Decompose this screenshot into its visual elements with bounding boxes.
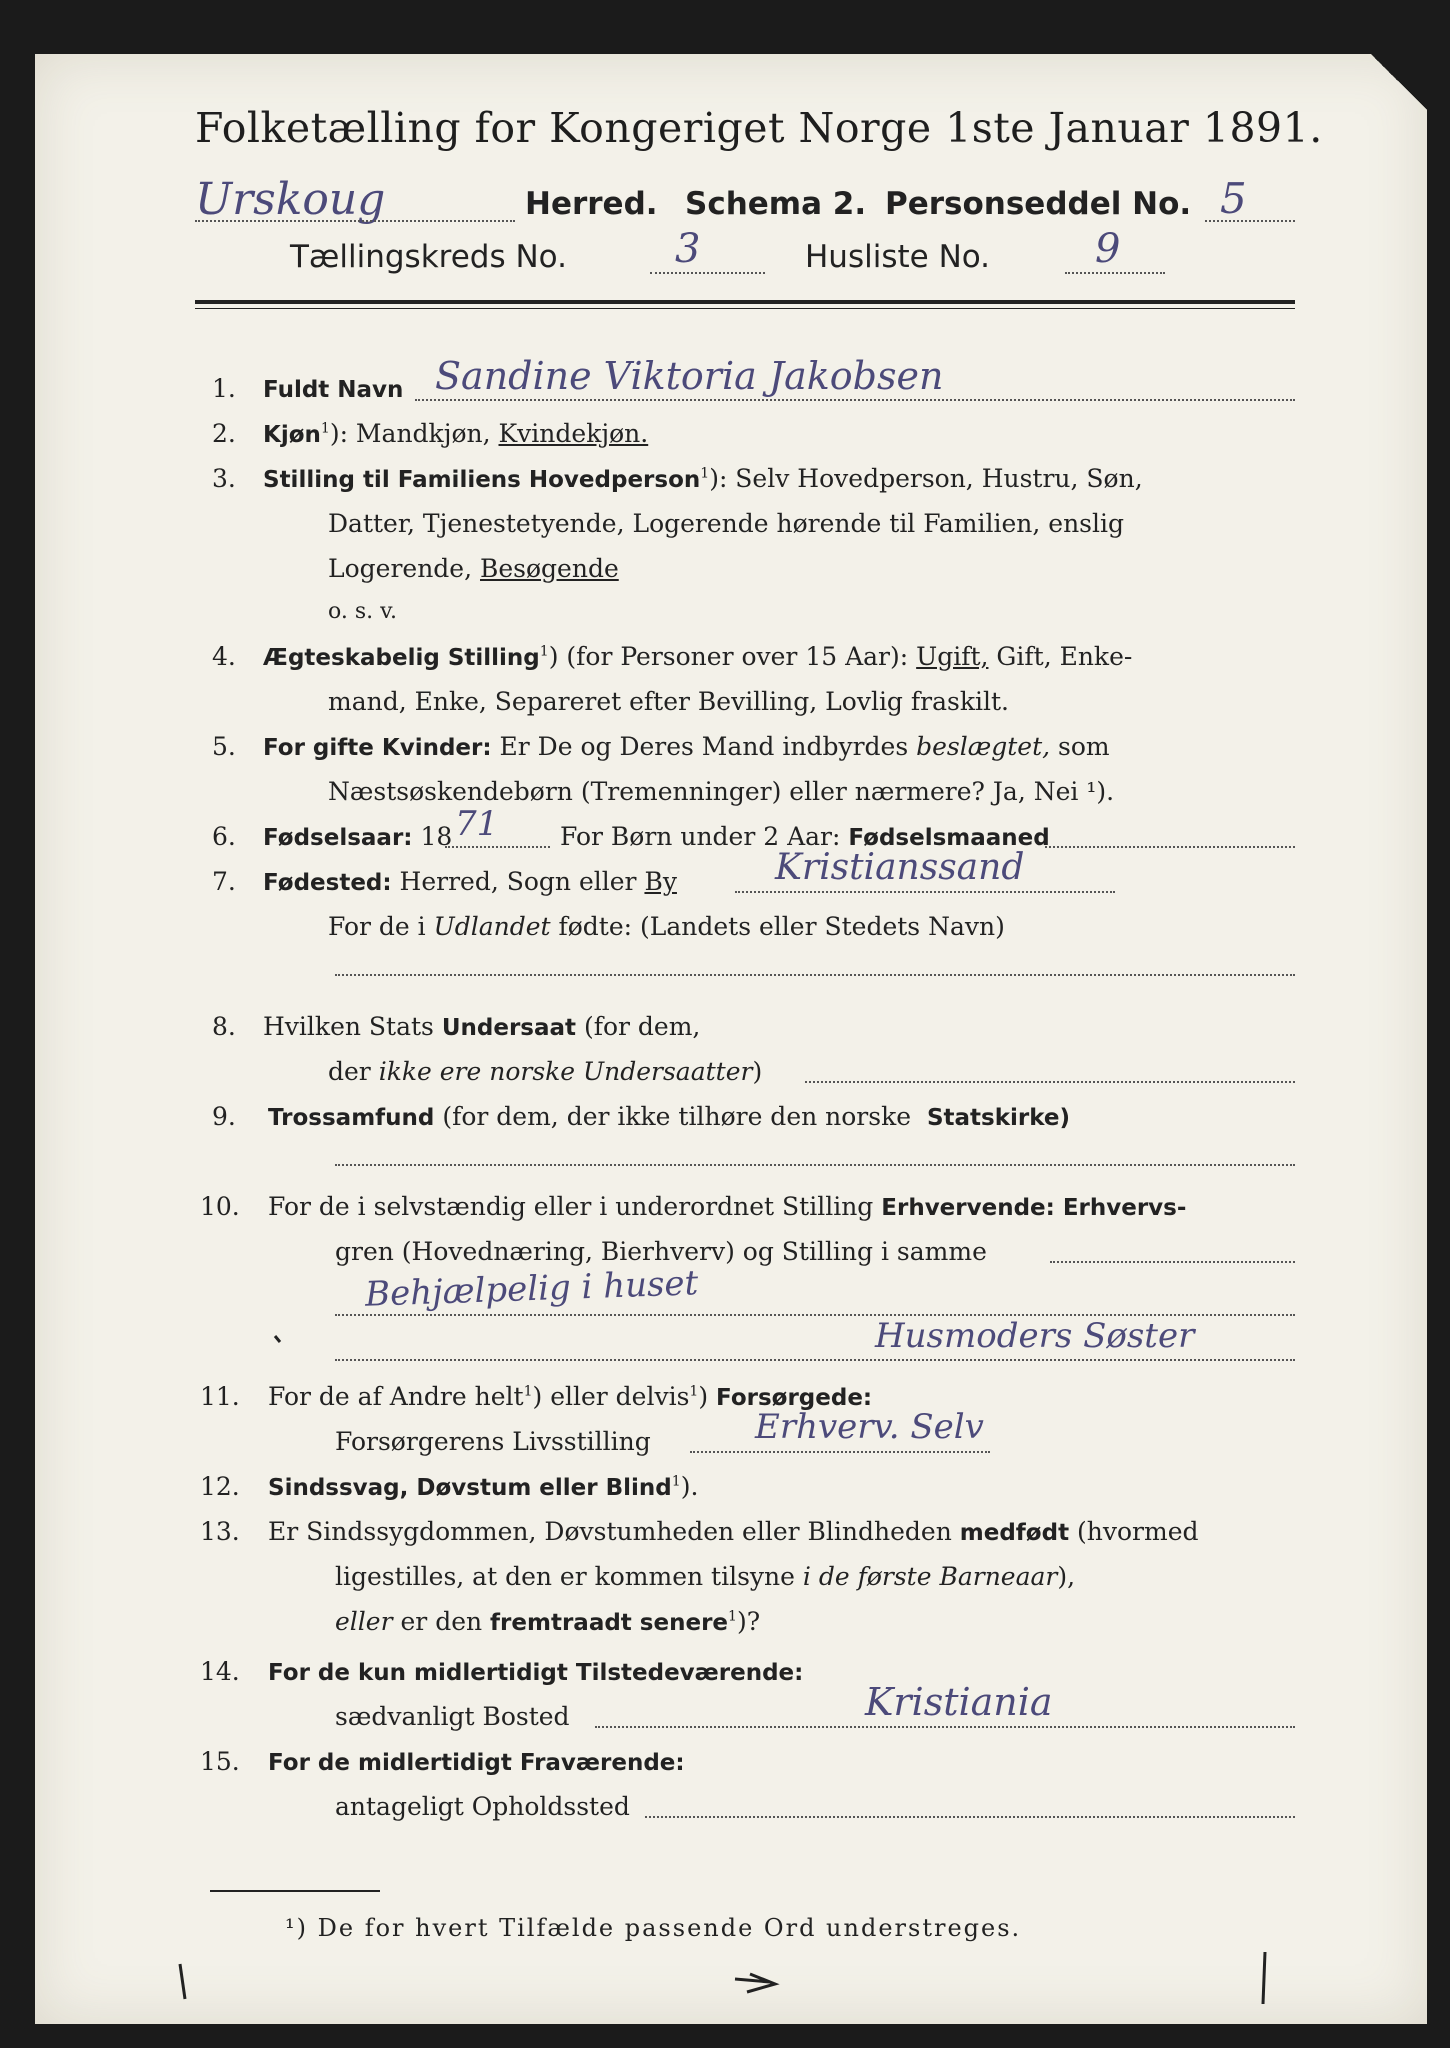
q5-num: 5. bbox=[212, 732, 236, 761]
q4-num: 4. bbox=[212, 642, 236, 671]
herred-label: Herred. bbox=[525, 186, 658, 222]
q6-value: 71 bbox=[455, 804, 499, 844]
q13-line2: ligestilles, at den er kommen tilsyne i de første Barneaar), bbox=[335, 1562, 1076, 1591]
q1-dots bbox=[415, 399, 1295, 401]
q8-dots bbox=[805, 1081, 1295, 1083]
q9-line1: Trossamfund (for dem, der ikke tilhøre den norske Statskirke) bbox=[268, 1102, 1071, 1131]
herred-value: Urskoug bbox=[195, 174, 386, 225]
q7-line1: Fødested: Herred, Sogn eller By bbox=[263, 867, 677, 896]
folded-corner bbox=[1369, 52, 1429, 112]
q6-dots bbox=[445, 846, 550, 848]
pen-marks bbox=[35, 54, 1427, 2024]
q10-value1: Behjælpelig i huset bbox=[364, 1263, 699, 1315]
q14-dots bbox=[595, 1726, 1295, 1728]
q6-num: 6. bbox=[212, 822, 236, 851]
q2-line: Kjøn$^1$): Mandkjøn, Kvindekjøn. bbox=[263, 419, 649, 448]
q7-by: By bbox=[644, 867, 677, 896]
q10-line1: For de i selvstændig eller i underordnet Stilling Erhvervende: Erhvervs- bbox=[268, 1192, 1187, 1221]
q7-dots bbox=[735, 891, 1115, 893]
q6-month-dots bbox=[1045, 846, 1295, 848]
q8-line2: der ikke ere norske Undersaatter) bbox=[328, 1057, 763, 1086]
q9-dots bbox=[335, 1164, 1295, 1166]
personseddel-dots bbox=[1205, 220, 1295, 222]
q6-line: Fødselsaar: 18 bbox=[263, 822, 453, 851]
q3-line1: Stilling til Familiens Hovedperson$^1$): Selv Hovedperson, Hustru, Søn, bbox=[263, 464, 1143, 493]
q10-line2: gren (Hovednæring, Bierhverv) og Stilling i samme bbox=[335, 1237, 987, 1266]
q10-value2: Husmoders Søster bbox=[875, 1316, 1195, 1356]
q2-num: 2. bbox=[212, 419, 236, 448]
census-sheet bbox=[35, 54, 1427, 2024]
husliste-dots bbox=[1065, 272, 1165, 274]
personseddel-label: Personseddel No. bbox=[885, 186, 1192, 222]
q3-besogende: Besøgende bbox=[480, 554, 619, 583]
q3-line2: Datter, Tjenestetyende, Logerende hørende til Familien, enslig bbox=[328, 509, 1125, 538]
q9-num: 9. bbox=[212, 1102, 236, 1131]
footnote: ¹) De for hvert Tilfælde passende Ord understreges. bbox=[285, 1914, 1022, 1942]
husliste-value: 9 bbox=[1095, 226, 1121, 272]
q15-line2: antageligt Opholdssted bbox=[335, 1792, 630, 1821]
q14-value: Kristiania bbox=[865, 1680, 1053, 1724]
q7-num: 7. bbox=[212, 867, 236, 896]
q11-line1: For de af Andre helt$^1$) eller delvis$^1$) Forsørgede: bbox=[268, 1382, 873, 1411]
q5-line1: For gifte Kvinder: Er De og Deres Mand indbyrdes beslægtet, som bbox=[263, 732, 1110, 761]
q13-num: 13. bbox=[200, 1517, 240, 1546]
tellingskreds-value: 3 bbox=[675, 226, 701, 272]
q15-dots bbox=[645, 1816, 1295, 1818]
herred-dots bbox=[195, 220, 515, 222]
q11-line2: Forsørgerens Livsstilling bbox=[335, 1427, 651, 1456]
q8-line1: Hvilken Stats Undersaat (for dem, bbox=[263, 1012, 701, 1041]
q15-line1: For de midlertidigt Fraværende: bbox=[268, 1750, 685, 1776]
header-rule bbox=[195, 300, 1295, 304]
q14-line2: sædvanligt Bosted bbox=[335, 1702, 570, 1731]
header-rule-thin bbox=[195, 308, 1295, 309]
q14-num: 14. bbox=[200, 1657, 240, 1686]
q11-dots bbox=[690, 1451, 990, 1453]
q11-value: Erhverv. Selv bbox=[755, 1407, 984, 1447]
q3-line3: Logerende, Besøgende bbox=[328, 554, 619, 583]
q3-num: 3. bbox=[212, 464, 236, 493]
schema-label: Schema 2. bbox=[685, 186, 867, 222]
q13-line3: eller er den fremtraadt senere$^1$)? bbox=[335, 1607, 761, 1636]
q10-line2-dots bbox=[1050, 1261, 1295, 1263]
q5-line2: Næstsøskendebørn (Tremenninger) eller nærmere? Ja, Nei ¹). bbox=[328, 777, 1115, 806]
q1-label: Fuldt Navn bbox=[263, 377, 404, 403]
q7-abroad-dots bbox=[335, 974, 1295, 976]
q4-ugift: Ugift, bbox=[916, 642, 989, 671]
q7-line2: For de i Udlandet fødte: (Landets eller Stedets Navn) bbox=[328, 912, 1005, 941]
q13-line1: Er Sindssygdommen, Døvstumheden eller Blindheden medfødt (hvormed bbox=[268, 1517, 1199, 1546]
q4-line2: mand, Enke, Separeret efter Bevilling, Lovlig fraskilt. bbox=[328, 687, 1009, 716]
q11-num: 11. bbox=[200, 1382, 240, 1411]
footnote-rule bbox=[210, 1890, 380, 1892]
q4-line1: Ægteskabelig Stilling$^1$) (for Personer over 15 Aar): Ugift, Gift, Enke- bbox=[263, 642, 1133, 671]
q2-kvindekjon: Kvindekjøn. bbox=[498, 419, 649, 448]
q15-num: 15. bbox=[200, 1747, 240, 1776]
q8-num: 8. bbox=[212, 1012, 236, 1041]
tellingskreds-dots bbox=[650, 272, 765, 274]
q10-num: 10. bbox=[200, 1192, 240, 1221]
q7-value: Kristianssand bbox=[775, 847, 1025, 888]
q12-line: Sindssvag, Døvstum eller Blind$^1$). bbox=[268, 1472, 699, 1501]
q14-line1: For de kun midlertidigt Tilstedeværende: bbox=[268, 1660, 804, 1686]
tellingskreds-label: Tællingskreds No. bbox=[290, 239, 567, 275]
q10-dots2 bbox=[335, 1359, 1295, 1361]
q1-value: Sandine Viktoria Jakobsen bbox=[435, 354, 944, 398]
q1-num: 1. bbox=[212, 374, 236, 403]
q12-num: 12. bbox=[200, 1472, 240, 1501]
personseddel-value: 5 bbox=[1220, 174, 1247, 223]
husliste-label: Husliste No. bbox=[805, 239, 991, 275]
q6-rest: For Børn under 2 Aar: Fødselsmaaned bbox=[560, 822, 1050, 851]
form-title: Folketælling for Kongeriget Norge 1ste Januar 1891. bbox=[195, 104, 1323, 152]
q3-line4: o. s. v. bbox=[328, 599, 397, 624]
